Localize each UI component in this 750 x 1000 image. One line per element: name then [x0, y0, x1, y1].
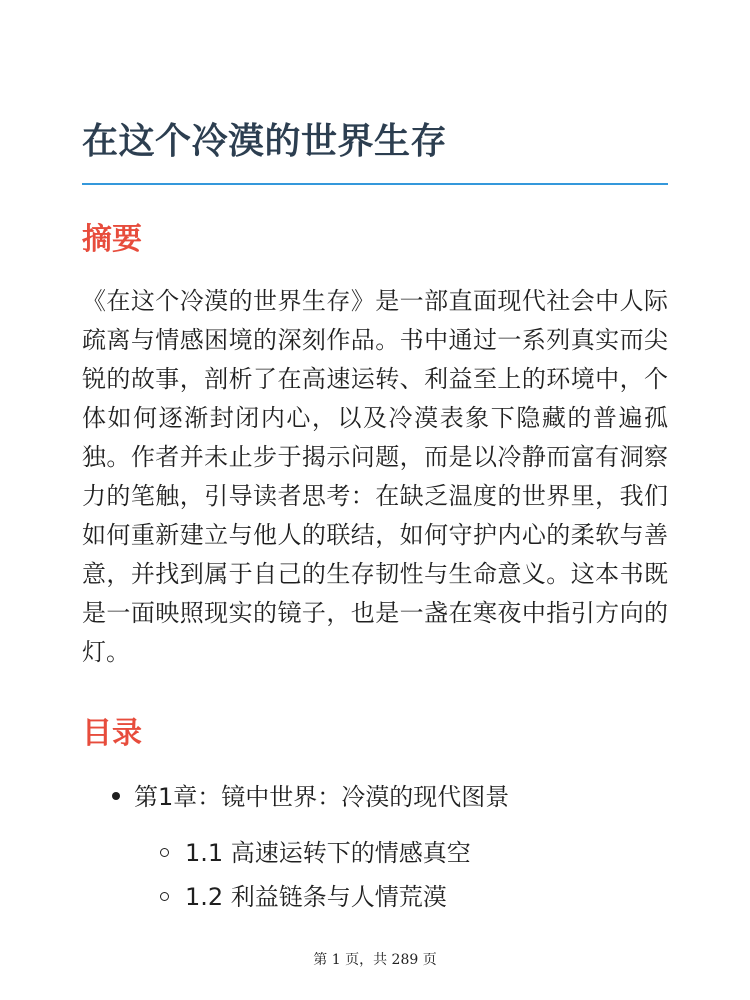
abstract-paragraph: 《在这个冷漠的世界生存》是一部直面现代社会中人际疏离与情感困境的深刻作品。书中通过一系列真实而尖锐的故事，剖析了在高速运转、利益至上的环境中，个体如何逐渐封闭内心，以及冷漠表象下隐藏的普遍孤独。作者并未止步于揭示问题，而是以冷静而富有洞察力的笔触，引导读者思考：在缺乏温度的世界里，我们如何重新建立与他人的联结，如何守护内心的柔软与善意，并找到属于自己的生存韧性与生命意义。这本书既是一面映照现实的镜子，也是一盏在寒夜中指引方向的灯。: [82, 287, 668, 666]
bullet-disc-icon: [112, 792, 120, 800]
toc-item-label: 1.2 利益链条与人情荒漠: [185, 883, 447, 911]
toc-item-label: 第1章：镜中世界：冷漠的现代图景: [134, 783, 510, 811]
page-footer: 第 1 页，共 289 页: [313, 952, 437, 968]
abstract-heading: 摘要: [82, 222, 142, 257]
bullet-circle-icon: [160, 892, 169, 901]
toc-heading: 目录: [82, 716, 142, 751]
toc-item-chapter-1[interactable]: [112, 779, 509, 815]
document-title: 在这个冷漠的世界生存: [82, 121, 448, 162]
title-divider: [82, 183, 668, 185]
bullet-circle-icon: [160, 848, 169, 857]
toc-item-section-1-2[interactable]: [160, 879, 447, 915]
toc-item-label: 1.1 高速运转下的情感真空: [185, 839, 471, 867]
toc-item-section-1-1[interactable]: [160, 835, 471, 871]
